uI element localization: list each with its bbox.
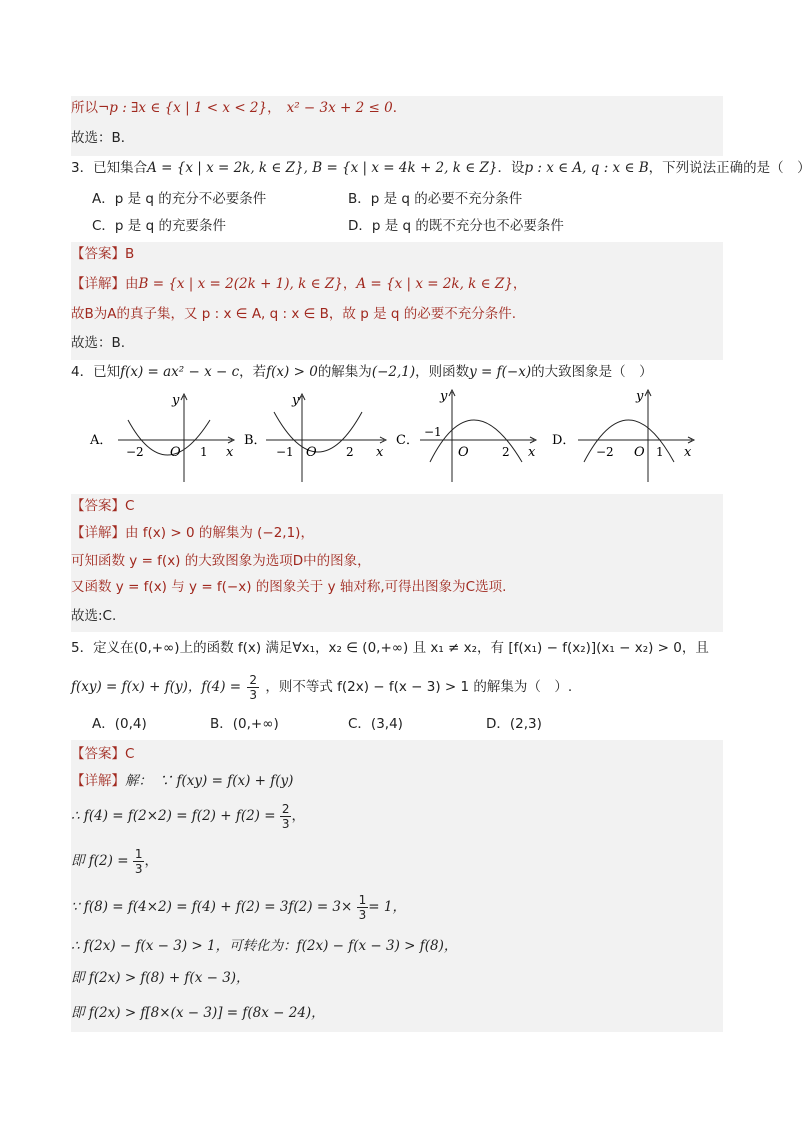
origin-label: O xyxy=(306,445,317,460)
text: ，则函数 xyxy=(415,364,470,380)
q5-option-d: D．(2,3) xyxy=(486,716,542,732)
math: p : x ∈ A, q : x ∈ B xyxy=(524,160,649,176)
option-label: A． xyxy=(90,433,113,448)
option-label: B． xyxy=(244,433,267,448)
math: f(x) = ax² − x − c xyxy=(120,364,240,380)
origin-label: O xyxy=(634,445,645,460)
q5-stem-2 xyxy=(71,670,723,704)
text: ， xyxy=(512,276,527,292)
text: ．设 xyxy=(497,160,525,176)
tick-label: 1 xyxy=(200,445,208,459)
q3-detail-2: 故B为A的真子集，又 p : x ∈ A, q : x ∈ B，故 p 是 q 的必要不充分条件. xyxy=(71,302,723,326)
math: y = f(−x) xyxy=(469,364,532,380)
question-number: 3． xyxy=(71,160,94,176)
numerator: 2 xyxy=(249,672,258,687)
q5-detail-2 xyxy=(71,794,723,838)
q5-option-c: C．(3,4) xyxy=(348,716,403,732)
q3-option-d: D．p 是 q 的既不充分也不必要条件 xyxy=(348,218,564,234)
text: 【详解】 xyxy=(71,276,125,292)
text: ， xyxy=(267,100,281,116)
prev-conclusion-line xyxy=(71,96,723,120)
text: 故选：B． xyxy=(71,130,135,146)
text: 定义在(0,+∞)上的函数 f(x) 满足∀x₁，x₂ ∈ (0,+∞) 且 x₁ ≠ x₂，有 [f(x₁) − f(x₂)](x₁ − x₂) > 0，且 xyxy=(93,640,709,656)
q4-detail-1 xyxy=(71,518,723,548)
option-label: D． xyxy=(552,433,576,448)
x-axis-label: x xyxy=(226,445,234,460)
text: 【详解】 xyxy=(71,525,125,541)
option-label: C． xyxy=(396,433,419,448)
q4-answer: 【答案】C xyxy=(71,494,723,518)
text: ，若 xyxy=(239,364,267,380)
math: = 1， xyxy=(368,899,406,915)
y-axis-label: y xyxy=(172,393,180,408)
text: ，则不等式 f(2x) − f(x − 3) > 1 的解集为（ ）. xyxy=(265,679,573,695)
math: x² − 3x + 2 ≤ 0 xyxy=(286,100,393,116)
tick-label: 2 xyxy=(502,445,510,459)
text: 的大致图象是（ ） xyxy=(531,364,653,380)
x-axis-label: x xyxy=(376,445,384,460)
q3-option-b: B．p 是 q 的必要不充分条件 xyxy=(348,191,523,207)
tick-label: −1 xyxy=(424,425,442,439)
text: 已知 xyxy=(93,364,121,380)
denominator: 3 xyxy=(358,907,367,922)
y-axis-label: y xyxy=(636,389,644,404)
math: f(x) > 0 xyxy=(266,364,318,380)
tick-label: 1 xyxy=(656,445,664,459)
fraction xyxy=(357,893,369,922)
origin-label: O xyxy=(458,445,469,460)
q4-graph-c xyxy=(396,389,536,482)
math: A = {x | x = 2k, k ∈ Z} xyxy=(356,276,513,292)
math: 即 f(2) = xyxy=(71,853,129,869)
text: 由 xyxy=(125,276,139,292)
text: 已知集合 xyxy=(93,160,148,176)
tick-label: −2 xyxy=(596,445,614,459)
math: ∵ f(8) = f(4×2) = f(4) + f(2) = 3f(2) = 3× xyxy=(71,899,353,915)
q4-detail-2: 可知函数 y = f(x) 的大致图象为选项D中的图象， xyxy=(71,548,723,574)
q5-detail-4 xyxy=(71,884,723,930)
q3-answer: 【答案】B xyxy=(71,242,723,266)
q4-graph-d xyxy=(552,389,694,482)
denominator: 3 xyxy=(134,861,143,876)
math: ¬p : ∃x ∈ {x | 1 < x < 2} xyxy=(98,100,268,116)
y-axis-label: y xyxy=(292,393,300,408)
text: ， xyxy=(291,808,305,824)
text: 所以 xyxy=(71,100,98,116)
q5-detail-6 xyxy=(71,962,723,994)
q3-stem xyxy=(71,156,811,180)
q5-detail-5 xyxy=(71,930,723,962)
math: 即 f(2x) > f[8×(x − 3)] = f(8x − 24)， xyxy=(71,1005,325,1021)
q4-detail-3: 又函数 y = f(x) 与 y = f(−x) 的图象关于 y 轴对称,可得出图象为C选项. xyxy=(71,574,723,600)
q4-graph-options xyxy=(0,384,794,494)
text: ， xyxy=(342,276,357,292)
fraction xyxy=(247,673,259,702)
math: ∴ f(4) = f(2×2) = f(2) + f(2) = xyxy=(71,808,276,824)
q5-detail-3 xyxy=(71,838,723,884)
math: (−2,1) xyxy=(371,364,416,380)
fraction xyxy=(280,802,292,831)
q4-stem xyxy=(71,360,723,384)
numerator: 1 xyxy=(134,846,143,861)
q5-option-a: A．(0,4) xyxy=(92,716,147,732)
question-number: 4． xyxy=(71,364,94,380)
q5-stem-1 xyxy=(71,636,723,660)
q5-detail-7 xyxy=(71,994,723,1032)
tick-label: −1 xyxy=(276,445,294,459)
tick-label: 2 xyxy=(346,445,354,459)
q5-option-b: B．(0,+∞) xyxy=(210,716,279,732)
q3-select: 故选：B. xyxy=(71,326,723,360)
math: ∴ f(2x) − f(x − 3) > 1，可转化为：f(2x) − f(x − 3) > f(8)， xyxy=(71,938,458,954)
text: ． xyxy=(392,100,407,116)
q5-answer: 【答案】C xyxy=(71,740,723,768)
origin-label: O xyxy=(170,445,181,460)
math: B = {x | x = 2(2k + 1), k ∈ Z} xyxy=(138,276,343,292)
q5-detail-1 xyxy=(71,768,723,794)
fraction xyxy=(133,847,145,876)
text: 的解集为 xyxy=(317,364,372,380)
tick-label: −2 xyxy=(126,445,144,459)
q4-graph-b xyxy=(244,393,386,482)
question-number: 5． xyxy=(71,640,94,656)
math: f(xy) = f(x) + f(y)，f(4) = xyxy=(71,679,242,695)
q4-graph-a xyxy=(89,393,234,482)
q3-option-c: C．p 是 q 的充要条件 xyxy=(92,218,226,234)
denominator: 3 xyxy=(281,816,290,831)
text: 由 f(x) > 0 的解集为 (−2,1)， xyxy=(125,525,314,541)
text: 【详解】 xyxy=(71,773,125,789)
denominator: 3 xyxy=(249,687,258,702)
q4-select: 故选:C. xyxy=(71,600,723,632)
math: 解： ∵ f(xy) = f(x) + f(y) xyxy=(125,773,294,789)
math: A = {x | x = 2k, k ∈ Z}, B = {x | x = 4k + 2, k ∈ Z} xyxy=(147,160,498,176)
text: ， xyxy=(144,853,158,869)
x-axis-label: x xyxy=(528,445,536,460)
numerator: 2 xyxy=(281,801,290,816)
x-axis-label: x xyxy=(684,445,692,460)
y-axis-label: y xyxy=(440,389,448,404)
q3-detail-1 xyxy=(71,266,723,302)
numerator: 1 xyxy=(358,892,367,907)
prev-select-line xyxy=(71,120,723,156)
q3-option-a: A．p 是 q 的充分不必要条件 xyxy=(92,191,267,207)
text: ，下列说法正确的是（ ） xyxy=(648,160,811,176)
math: 即 f(2x) > f(8) + f(x − 3)， xyxy=(71,970,250,986)
